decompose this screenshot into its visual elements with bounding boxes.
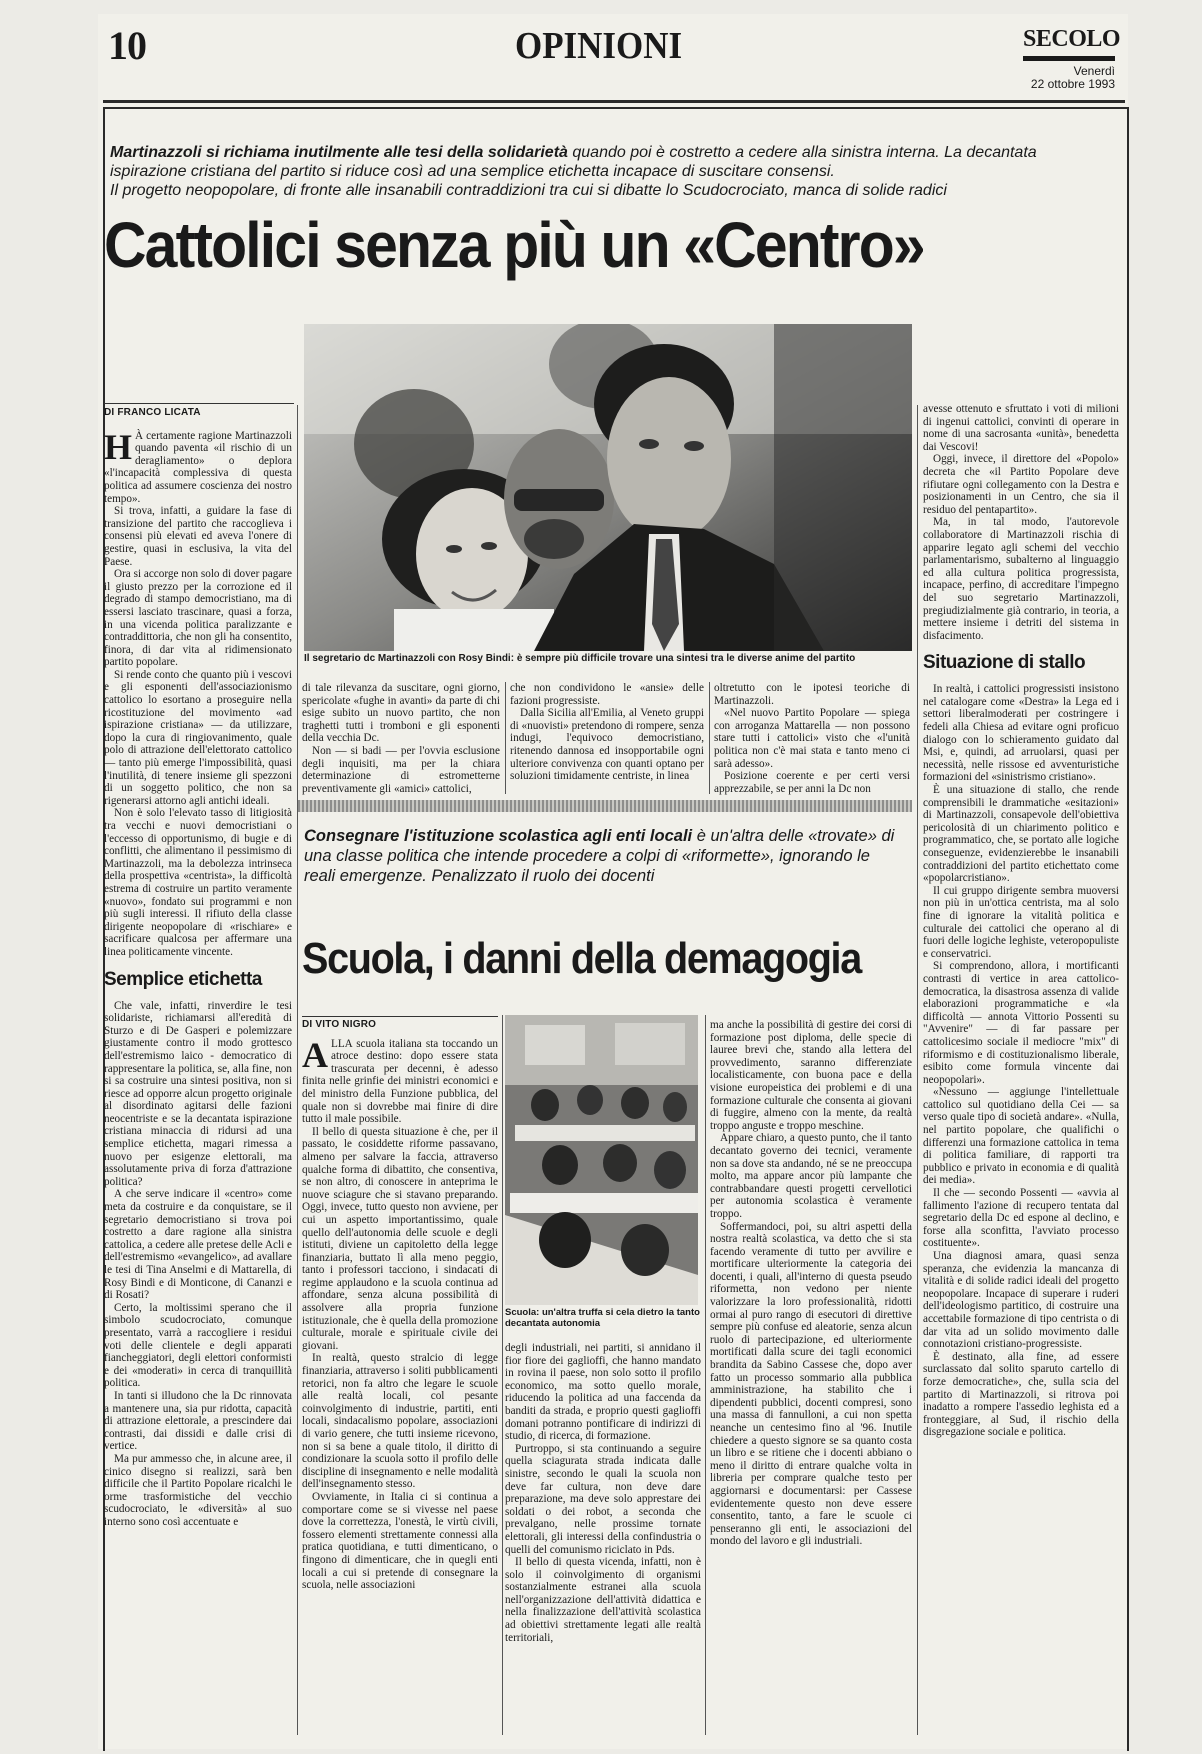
dropcap: H bbox=[104, 426, 133, 467]
photo-martinazzoli-bindi bbox=[304, 324, 912, 651]
article2-photo-caption: Scuola: un'altra truffa si cela dietro la tanto decantata autonomia bbox=[505, 1307, 700, 1329]
article2-column-1 bbox=[302, 1019, 498, 1592]
article1-column-3 bbox=[510, 682, 704, 783]
section-divider-band bbox=[298, 800, 912, 812]
article1-paragraph: Che vale, infatti, rinverdire le tesi solidariste, richiamarsi all'eredità di Sturzo e di De Gasperi e polemizzare giustamente contro il modo grottesco dell'estremismo laico - democratico di rappresentare la politica, se, alla fine, non si sa costruire una sintesi positiva, non si riesce ad opporre alcun progetto originale al disordinato agitarsi delle fazioni neocentriste e se la decantata ispirazione cristiana minaccia di ridursi ad una semplice etichetta, magari rimessa a nuovo per esigenze elettorali, ma assolutamente priva di forza d'attrazione politica? bbox=[104, 999, 292, 1188]
byline-rule bbox=[104, 403, 294, 404]
article1-paragraph: Posizione coerente e per certi versi apprezzabile, se per anni la Dc non bbox=[714, 770, 910, 795]
article2-paragraph: Soffermandoci, poi, su altri aspetti della nostra realtà scolastica, va detto che si sta facendo veramente di tutto per avvilire e mortificare ulteriormente la categoria dei docenti, i quali, all'interno di questa pseudo riformetta, non vedono per niente valorizzare la loro professionalità, ridotti ormai al puro rango di esecutori di direttive sempre più confuse ed aleatorie, senza alcun ruolo di partecipazione, ed ulteriormente mortificati dalla scure dei tagli economici brandita da Sabino Cassese che, dopo aver fatto un processo sommario alla pubblica amministrazione, ha stabilito che i dipendenti pubblici, docenti compresi, sono una massa di fannulloni, a cui non spetta neanche un centesimo fino al '96. Inutile chiedere a questo signore se sa quanto costa un libro e se ritiene che i docenti abbiano o meno il diritto di entrare qualche volta in libreria per comprare qualche testo per aggiornarsi e documentarsi: per Cassese evidentemente questo non deve essere consentito, tanto, a fare le scuole ci penseranno gli enti, le associazioni del mondo del lavoro e gli industriali. bbox=[710, 1220, 912, 1548]
article2-dek bbox=[304, 826, 904, 886]
article2-paragraph: Il bello di questa vicenda, infatti, non è solo il coinvolgimento di organismi sostanzialmente estranei alla scuola nell'organizzazione dell'attività didattica e nella finalizzazione dell'attività scolastica ad obiettivi strettamente legati alle realtà territoriali, bbox=[505, 1556, 701, 1644]
article1-paragraph: Certo, la moltissimi sperano che il simbolo scudocrociato, comunque presentato, varrà a raccogliere i residui voti delle clientele e degli apparati fiancheggiatori, degli elettori conformisti e dei «moderati» in cerca di tranquillità politica. bbox=[104, 1301, 292, 1390]
article1-paragraph: «Nessuno — aggiunge l'intellettuale cattolico sul quotidiano della Cei — sa verso quale tipo di società andare». «Nulla, nel partito popolare, che qualifichi o differenzi una formazione cattolica in tema di politica familiare, di rapporti tra pubblico e privato in economia e di qualità dei media». bbox=[923, 1086, 1119, 1187]
masthead-logo: SECOLO bbox=[1023, 26, 1121, 52]
dropcap: A bbox=[302, 1034, 328, 1075]
article2-paragraph: Appare chiaro, a questo punto, che il tanto decantato governo dei tecnici, veramente non sa dove sta andando, né se ne preoccupa molto, ma appare ancor più lampante che contrabbandare questi progetti cervellotici per autonomia scolastica è veramente troppo. bbox=[710, 1132, 912, 1220]
article2-byline: DI VITO NIGRO bbox=[302, 1019, 377, 1030]
article1-column-1 bbox=[104, 407, 292, 1528]
article1-paragraph: Dalla Sicilia all'Emilia, al Veneto gruppi di «nuovisti» pretendono di rompere, senza indugi, l'equivoco democristiano, ritenendo dannosa ed insopportabile ogni ulteriore convivenza con quanti optano per soluzioni timidamente centriste, in linea bbox=[510, 707, 704, 783]
article1-paragraph: Il cui gruppo dirigente sembra muoversi non più in un'ottica centrista, ma al solo fine di ignorare la vitalità politica e culturale dei cattolici che operano al di fuori delle logiche leghiste, veteropopuliste e conservatrici. bbox=[923, 884, 1119, 960]
article2-column-3 bbox=[710, 1019, 912, 1548]
masthead-bar bbox=[1023, 56, 1115, 61]
article1-paragraph: che non condividono le «ansie» delle fazioni progressiste. bbox=[510, 682, 704, 707]
header-rule bbox=[103, 100, 1125, 103]
article2-photo bbox=[505, 1015, 698, 1305]
article1-photo-caption: Il segretario dc Martinazzoli con Rosy Bindi: è sempre più difficile trovare una sintesi tra le diverse anime del partito bbox=[304, 653, 856, 664]
article1-paragraph: avesse ottenuto e sfruttato i voti di milioni di ingenui cattolici, convinti di operare in nome di una sacrosanta «unità», benedetta dai Vescovi! bbox=[923, 403, 1119, 453]
article1-paragraph: È una situazione di stallo, che rende comprensibili le drammatiche «esitazioni» di Martinazzoli, consapevole dell'obiettiva pericolosità di un chiarimento politico e programmatico, che, se portato alle logiche conseguenze, evidenzierebbe le insanabili contraddizioni del partito etichettato come «popolarcristiano». bbox=[923, 784, 1119, 885]
article2-paragraph: ALLA scuola italiana sta toccando un atroce destino: dopo essere stata trascurata per decenni, è adesso finita nelle grinfie dei ministri economici e del ministro della Funzione pubblica, del quale non si dovrebbe mai finire di dire tutto il male possibile. bbox=[302, 1034, 498, 1126]
issue-date: 22 ottobre 1993 bbox=[1030, 77, 1115, 91]
column-rule bbox=[709, 682, 710, 794]
article1-paragraph: Si comprendono, allora, i mortificanti contrasti di vertice in area cattolico-democratica, la disastrosa assenza di valide elaborazioni programmatiche e «la difficoltà — annota Vittorio Possenti su "Avvenire" — di far passare per cattolicesimo sociale il mediocre "mix" di riformismo e di costituzionalismo liberale, esibito come formula vincente dai neopopolari». bbox=[923, 960, 1119, 1086]
article1-paragraph: In tanti si illudono che la Dc rinnovata a mantenere una, sia pur ridotta, capacità di attrazione elettorale, a prescindere dai contrasti, dai dissidi e dalle crisi di vertice. bbox=[104, 1389, 292, 1453]
article1-photo bbox=[304, 324, 912, 651]
article2-paragraph: degli industriali, nei partiti, si annidano il fior fiore dei gaglioffi, che hanno mandato in rovina il paese, non solo sotto il profilo economico, ma sotto quello morale, riducendo la politica ad una faccenda da banditi da strada, e proprio questi gaglioffi domani potranno pontificare di indirizzi di studio, di ricerca, di formazione. bbox=[505, 1342, 701, 1443]
section-title: OPINIONI bbox=[515, 25, 683, 67]
article2-dek-bold: Consegnare l'istituzione scolastica agli enti locali bbox=[304, 827, 693, 845]
article1-paragraph: In realtà, i cattolici progressisti insistono nel catalogare come «Destra» la Lega ed i settori liberalmoderati per costringere i fedeli alla Chiesa ad evitare ogni proficuo dialogo con lo schieramento guidato dal Msi, e, quindi, ad arruolarsi, quasi per necessità, nelle rissose ed avventuristiche formazioni del «sinistrismo cristiano». bbox=[923, 683, 1119, 784]
article1-paragraph: H À certamente ragione Martinazzoli quando paventa «il rischio di un deragliamento» o deplora «l'incapacità complessiva di questa politica ad assumere coscienza dei nostro tempo». bbox=[104, 426, 292, 505]
column-rule bbox=[917, 405, 918, 1735]
article1-paragraph: Ora si accorge non solo di dover pagare il giusto prezzo per la corrozione ed il degrado di stampo democristiano, ma di essersi lasciato trascinare, quasi a forza, in una vicenda politica paralizzante e contraddittoria, che non gli ha consentito, finora, di dar vita al ridimensionato partito popolare. bbox=[104, 568, 292, 669]
article1-column-4 bbox=[714, 682, 910, 795]
article1-paragraph: Non — si badi — per l'ovvia esclusione degli inquisiti, ma per la chiara determinazione di estrometterne preventivamente gli «amici» cattolici, bbox=[302, 744, 500, 795]
article1-paragraph: A che serve indicare il «centro» come meta da costruire e da conquistare, se il segretario democristiano si trova poi costretto a dare ragione alla sinistra cattolica, a cedere alle pretese delle Acli e dell'estremismo «evangelico», ad avallare le tesi di Tina Anselmi e di Mattarella, di Rosy Bindi e di Monticone, di Cananzi e di Rosati? bbox=[104, 1188, 292, 1302]
article2-dek-rest: è un'altra delle «trovate» di una classe politica che intende procedere a colpi di «riformette», ignorando le reali emergenze. Penalizzato il ruolo dei docenti bbox=[304, 827, 895, 885]
article2-headline: Scuola, i danni della demagogia bbox=[302, 934, 861, 983]
article2-paragraph: Purtroppo, si sta continuando a seguire quella sciagurata strada indicata dalle sinistre, secondo le quali la scuola non deve far cultura, non deve dare preparazione, ma deve solo apprestare dei soldati o dei robot, a seconda che prevalgano, nelle prossime tornate elettorali, gli interessi della confindustria o quelli del comunismo riciclato in Pds. bbox=[505, 1442, 701, 1556]
article1-paragraph: Ma, in tal modo, l'autorevole collaboratore di Martinazzoli rischia di apparire legato agli schemi del vecchio parlamentarismo, subalterno al linguaggio ed alla cultura politica progressista, incapace, perfino, di accreditare l'impegno del suo segretario Martinazzoli, pregiudizialmente già contrario, in teoria, a mettere insieme i detriti del sistema in disfacimento. bbox=[923, 516, 1119, 642]
article1-dek bbox=[110, 143, 1080, 200]
article1-dek-rest: quando poi è costretto a cedere alla sinistra interna. La decantata ispirazione cristiana del partito si riduce così ad una semplice etichetta incapace di suscitare consensi. bbox=[110, 144, 1037, 180]
article1-column-2 bbox=[302, 682, 500, 795]
article1-dek-line3: Il progetto neopopolare, di fronte alle insanabili contraddizioni tra cui si dibatte lo Scudocrociato, manca di solide radici bbox=[110, 182, 947, 199]
article1-paragraph: Il che — secondo Possenti — «avvia al fallimento l'azione di recupero tentata dal segretario della Dc ed espone al declino, e forse alla sconfitta, l'avviato processo costituente». bbox=[923, 1187, 1119, 1250]
article1-paragraph: È destinato, alla fine, ad essere surclassato dal solito sparuto cartello di forze democratiche», che, sulla scia del partito di Martinazzoli, si ritrova poi inadatto a rompere l'assedio leghista ed a fronteggiare, al Sud, il rischio della disgregazione sociale e politica. bbox=[923, 1350, 1119, 1439]
article1-paragraph: Oggi, invece, il direttore del «Popolo» decreta che «il Partito Popolare deve rifiutare ogni collegamento con la Destra e posizionamenti in un Centro, che sia il residuo del pentapartito». bbox=[923, 453, 1119, 516]
article1-paragraph: Non è solo l'elevato tasso di litigiosità tra vecchi e nuovi democristiani o l'eccesso di opportunismo, di bugie e di conflitti, che alimentano il pessimismo di Martinazzoli, ma la debolezza intrinseca della prospettiva «centrista», la difficoltà estrema di costruire un partito veramente «nuovo», fondato sui programmi e non più sugli interessi. Il rifiuto della classe dirigente neopopolare di «rischiare» e sacrificare qualcosa per affermare una linea politicamente vincente. bbox=[104, 807, 292, 958]
article1-paragraph: Ma pur ammesso che, in alcune aree, il cinico disegno si realizzi, sarà ben difficile che il Partito Popolare ricalchi le orme trasformistiche del vecchio scudocrociato, le «diversità» al suo interno sono così accentuate e bbox=[104, 1452, 292, 1528]
article2-paragraph: ma anche la possibilità di gestire dei corsi di formazione post diploma, delle specie di lauree brevi che, stando alla lettera del provvedimento, saranno differenziate localisticamente, con buona pace e della visione europeistica dei problemi e di una formazione culturale che consenta ai giovani di fuggire, almeno con la mente, da realtà troppo anguste e troppo meschine. bbox=[710, 1019, 912, 1132]
article1-byline: DI FRANCO LICATA bbox=[104, 407, 201, 418]
article1-paragraph: Si rende conto che quanto più i vescovi e gli esponenti dell'associazionismo cattolico lo esortano a proseguire nella ricostituzione del movimento «ad ispirazione cristiana» — da utilizzare, dopo la cura di ringiovanimento, quale polo di attrazione dell'elettorato cattolico — tanto più emerge l'impossibilità, quasi l'inutilità, di tenere insieme gli spezzoni di un soggetto politico, che non sa rigenerarsi attorno agli antichi ideali. bbox=[104, 668, 292, 807]
issue-day: Venerdì bbox=[1073, 64, 1115, 78]
article1-column-5 bbox=[923, 403, 1119, 1439]
column-rule bbox=[297, 405, 298, 1735]
article2-paragraph: Ovviamente, in Italia ci si continua a comportare come se si vivesse nel paese dove la correttezza, l'onestà, le virtù civili, fossero elementi strettamente connessi alla pratica quotidiana, e tutti dimenticano, o fingono di dimenticare, che in quegli enti locali a cui si pretende di consegnare la scuola, nelle associazioni bbox=[302, 1490, 498, 1592]
article1-paragraph: Si trova, infatti, a guidare la fase di transizione del partito che raccoglieva i consensi più elevati ed aveva l'onere di gestire, quasi in esclusiva, la vita del Paese. bbox=[104, 505, 292, 568]
photo-classroom bbox=[505, 1015, 698, 1305]
article1-paragraph: Una diagnosi amara, quasi senza speranza, che evidenzia la mancanza di vitalità e di solide radici ideali del progetto neopopolare. Incapace di superare i ruderi dell'ideologismo partitico, di costruire una accettabile formazione di tipo centrista o di dar vita ad un solido movimento dalle connotazioni cristiano-progressiste. bbox=[923, 1250, 1119, 1351]
article1-headline: Cattolici senza più un «Centro» bbox=[104, 209, 924, 281]
article1-dek-bold: Martinazzoli si richiama inutilmente alle tesi della solidarietà bbox=[110, 144, 568, 161]
column-rule bbox=[502, 1015, 503, 1735]
byline-rule bbox=[302, 1016, 498, 1017]
article2-paragraph: In realtà, questo stralcio di legge finanziaria, attraverso i soliti pubblicamenti retorici, non fa altro che legare le scuole alle realtà locali, col pesante coinvolgimento di industrie, partiti, enti locali, sindacalismo popolare, associazioni di vario genere, che tutti insieme ricevono, non si sa bene a quale titolo, il diritto di condizionare la scuola sotto il profilo delle discipline di insegnamento e nelle modalità dell'insegnamento stesso. bbox=[302, 1352, 498, 1491]
subhead-situazione-di-stallo: Situazione di stallo bbox=[923, 652, 1086, 674]
subhead-semplice-etichetta: Semplice etichetta bbox=[104, 968, 262, 990]
article1-paragraph: di tale rilevanza da suscitare, ogni giorno, spericolate «fughe in avanti» da parte di chi esige subito un nuovo partito, che non traghetti tutti i tromboni e gli esponenti della vecchia Dc. bbox=[302, 682, 500, 745]
article1-paragraph: oltretutto con le ipotesi teoriche di Martinazzoli. bbox=[714, 682, 910, 707]
column-rule bbox=[505, 682, 506, 794]
article1-paragraph: «Nel nuovo Partito Popolare — spiega con arroganza Mattarella — non possono stare tutti i cattolici» visto che «l'unità politica non c'è mai stata e tanto meno ci sarà adesso». bbox=[714, 707, 910, 770]
article2-paragraph: Il bello di questa situazione è che, per il passato, le cosiddette riforme passavano, almeno per salvare la faccia, attraverso qualche forma di dibattito, che consentiva, se non altro, di conoscere in anteprima le nuove sciagure che si stavano preparando. Oggi, invece, tutto questo non avviene, per cui un aspetto importantissimo, quale quello dell'autonomia delle scuole e degli istituti, diviene un capitoletto della legge finanziaria, buttato lì alla meno peggio, tanto i professori tacciono, i sindacati di regime applaudono e la scuola continua ad affondare, senza alcuna possibilità di assolvere alla propria funzione istituzionale, che è quella della promozione culturale, morale e spirituale civile dei giovani. bbox=[302, 1125, 498, 1352]
page-number: 10 bbox=[108, 23, 146, 68]
column-rule bbox=[705, 1015, 706, 1735]
article2-column-2 bbox=[505, 1342, 701, 1644]
